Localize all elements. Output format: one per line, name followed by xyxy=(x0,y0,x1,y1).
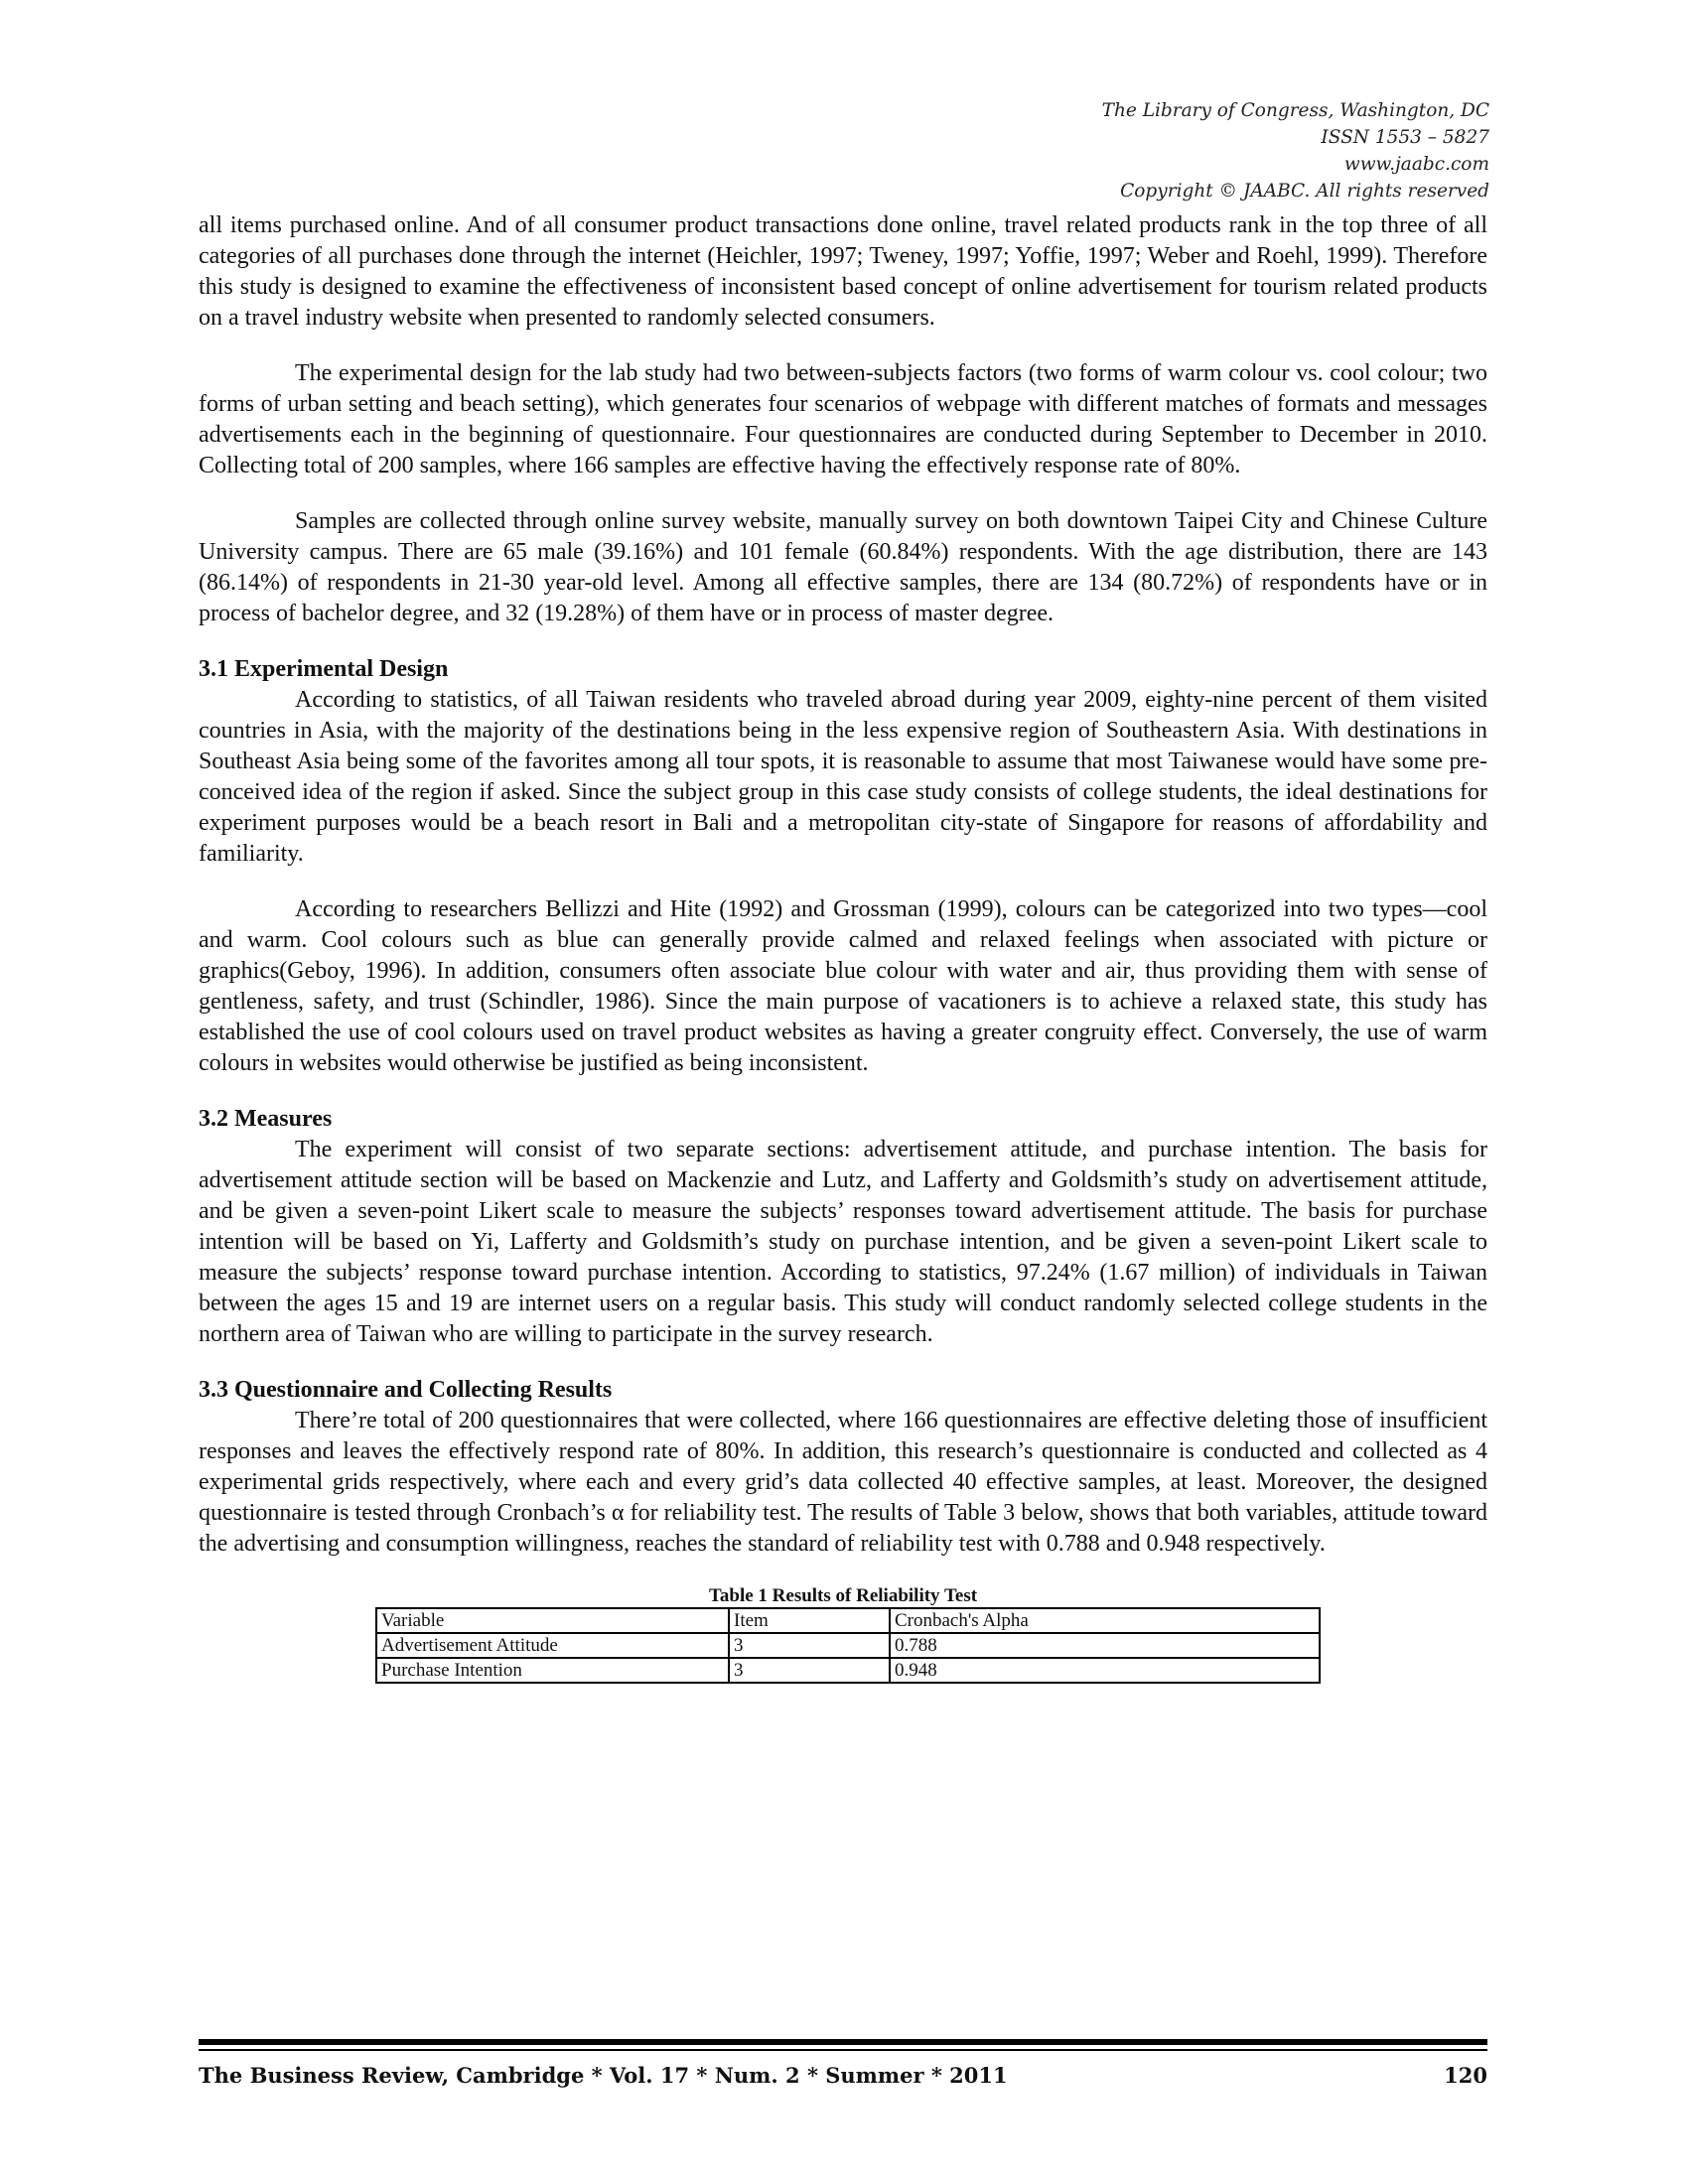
paragraph-6: The experiment will consist of two separate sections: advertisement attitude, and purchase intention. The basis for advertisement attitude section will be based on Mackenzie and Lutz, and Lafferty and Goldsmith’s study on advertisement attitude, and be given a seven-point Likert scale to measure the subjects’ responses toward advertisement attitude. The basis for purchase intention will be based on Yi, Lafferty and Goldsmith’s study on purchase intention, and be given a seven-point Likert scale to measure the subjects’ response toward purchase intention. According to statistics, 97.24% (1.67 million) of individuals in Taiwan between the ages 15 and 19 are internet users on a regular basis. This study will conduct randomly selected college students in the northern area of Taiwan who are willing to participate in the survey research. xyxy=(199,1137,1487,1347)
header-issn: ISSN 1553 – 5827 xyxy=(1321,127,1489,148)
footer-journal: The Business Review, Cambridge * Vol. 17 * Num. 2 * Summer * 2011 xyxy=(199,2063,1008,2088)
header-cell-variable: Variable xyxy=(376,1608,729,1633)
table-row xyxy=(376,1658,1320,1683)
paragraph-5: According to researchers Bellizzi and Hite (1992) and Grossman (1999), colours can be categorized into two types—cool and warm. Cool colours such as blue can generally provide calmed and relaxed feelings when associated with picture or graphics(Geboy, 1996). In addition, consumers often associate blue colour with water and air, thus providing them with sense of gentleness, safety, and trust (Schindler, 1986). Since the main purpose of vacationers is to achieve a relaxed state, this study has established the use of cool colours used on travel product websites as having a greater congruity effect. Conversely, the use of warm colours in websites would otherwise be justified as being inconsistent. xyxy=(199,896,1487,1076)
header-cell-item: Item xyxy=(729,1608,890,1633)
header-library: The Library of Congress, Washington, DC xyxy=(1101,100,1489,121)
header-copyright: Copyright © JAABC. All rights reserved xyxy=(1120,181,1489,202)
footer-rule-thin xyxy=(199,2049,1487,2051)
table-row xyxy=(376,1633,1320,1658)
table-cell: Advertisement Attitude xyxy=(376,1633,729,1658)
header-website: www.jaabc.com xyxy=(1343,154,1489,175)
section-heading-3-1: 3.1 Experimental Design xyxy=(199,656,449,682)
table-header-row xyxy=(376,1608,1320,1633)
running-header xyxy=(1102,97,1489,205)
section-heading-3-3: 3.3 Questionnaire and Collecting Results xyxy=(199,1377,613,1403)
table-cell: 0.948 xyxy=(890,1658,1320,1683)
section-heading-3-2: 3.2 Measures xyxy=(199,1106,333,1132)
table-cell: 0.788 xyxy=(890,1633,1320,1658)
paragraph-1: all items purchased online. And of all consumer product transactions done online, travel related products rank in the top three of all categories of all purchases done through the internet (Heichler, 1997; Tweney, 1997; Yoffie, 1997; Weber and Roehl, 1999). Therefore this study is designed to examine the effectiveness of inconsistent based concept of online advertisement for tourism related products on a travel industry website when presented to randomly selected consumers. xyxy=(199,212,1487,331)
header-cell-cronbach: Cronbach's Alpha xyxy=(890,1608,1320,1633)
article-body xyxy=(199,210,1487,1684)
paragraph-7: There’re total of 200 questionnaires that were collected, where 166 questionnaires are effective deleting those of insufficient responses and leaves the effectively respond rate of 80%. In addition, this research’s questionnaire is conducted and collected as 4 experimental grids respectively, where each and every grid’s data collected 40 effective samples, at least. Moreover, the designed questionnaire is tested through Cronbach’s α for reliability test. The results of Table 3 below, shows that both variables, attitude toward the advertising and consumption willingness, reaches the standard of reliability test with 0.788 and 0.948 respectively. xyxy=(199,1408,1487,1557)
page-footer xyxy=(199,2063,1487,2088)
table-caption: Table 1 Results of Reliability Test xyxy=(708,1585,978,1606)
table-cell: 3 xyxy=(729,1633,890,1658)
paragraph-3: Samples are collected through online survey website, manually survey on both downtown Taipei City and Chinese Culture University campus. There are 65 male (39.16%) and 101 female (60.84%) respondents. With the age distribution, there are 143 (86.14%) of respondents in 21-30 year-old level. Among all effective samples, there are 134 (80.72%) of respondents have or in process of bachelor degree, and 32 (19.28%) of them have or in process of master degree. xyxy=(199,508,1487,626)
table-cell: 3 xyxy=(729,1658,890,1683)
page-number: 120 xyxy=(1444,2063,1487,2088)
table-cell: Purchase Intention xyxy=(376,1658,729,1683)
reliability-table xyxy=(375,1607,1321,1684)
paragraph-4: According to statistics, of all Taiwan residents who traveled abroad during year 2009, eighty-nine percent of them visited countries in Asia, with the majority of the destinations being in the less expensive region of Southeastern Asia. With destinations in Southeast Asia being some of the favorites among all tour spots, it is reasonable to assume that most Taiwanese would have some pre-conceived idea of the region if asked. Since the subject group in this case study consists of college students, the ideal destinations for experiment purposes would be a beach resort in Bali and a metropolitan city-state of Singapore for reasons of affordability and familiarity. xyxy=(199,687,1487,867)
footer-rule-thick xyxy=(199,2039,1487,2045)
paragraph-2: The experimental design for the lab study had two between-subjects factors (two forms of warm colour vs. cool colour; two forms of urban setting and beach setting), which generates four scenarios of webpage with different matches of formats and messages advertisements each in the beginning of questionnaire. Four questionnaires are conducted during September to December in 2010. Collecting total of 200 samples, where 166 samples are effective having the effectively response rate of 80%. xyxy=(199,360,1487,478)
